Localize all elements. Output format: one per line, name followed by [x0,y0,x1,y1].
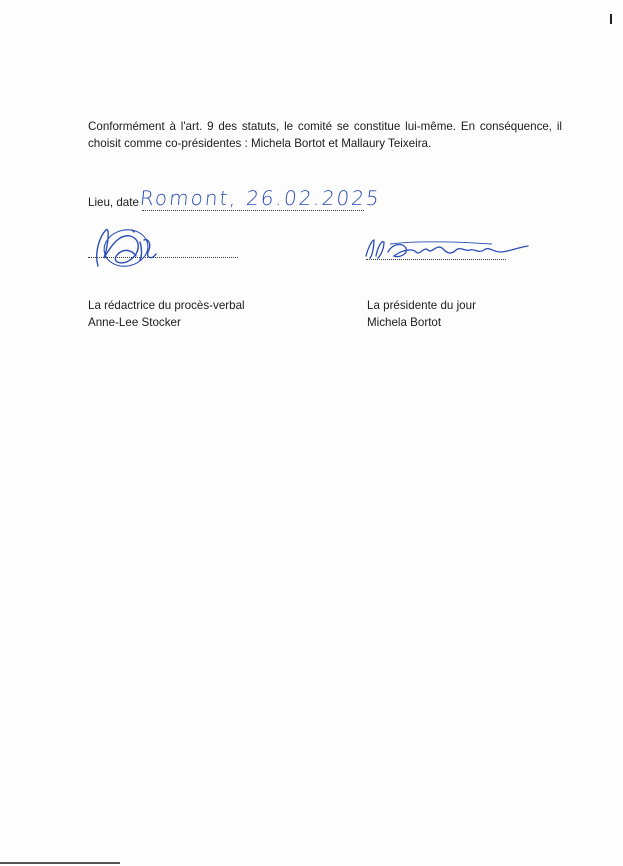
constitution-paragraph [88,118,562,152]
scan-edge-mark-bottom [0,862,120,864]
right-signatory-role: La présidente du jour [367,299,476,312]
right-signature-mark [362,230,532,270]
place-date-label: Lieu, date [88,196,139,209]
paragraph-line-1: Conformément à l'art. 9 des statuts, le comité se constitue lui-même. En conséquence, il [88,120,562,133]
paragraph-line-2: choisit comme co-présidentes : Michela Bortot et Mallaury Teixeira. [88,137,432,150]
left-signatory-role: La rédactrice du procès-verbal [88,299,245,312]
scan-edge-mark-top [610,14,612,24]
place-date-handwriting: Romont, 26.02.2025 [138,186,382,210]
left-signatory-caption [88,297,245,331]
right-signatory-name: Michela Bortot [367,316,442,329]
place-date-dotted-line [142,210,364,211]
left-signatory-name: Anne-Lee Stocker [88,316,181,329]
right-signatory-caption [367,297,476,331]
left-signature-mark [86,222,176,272]
